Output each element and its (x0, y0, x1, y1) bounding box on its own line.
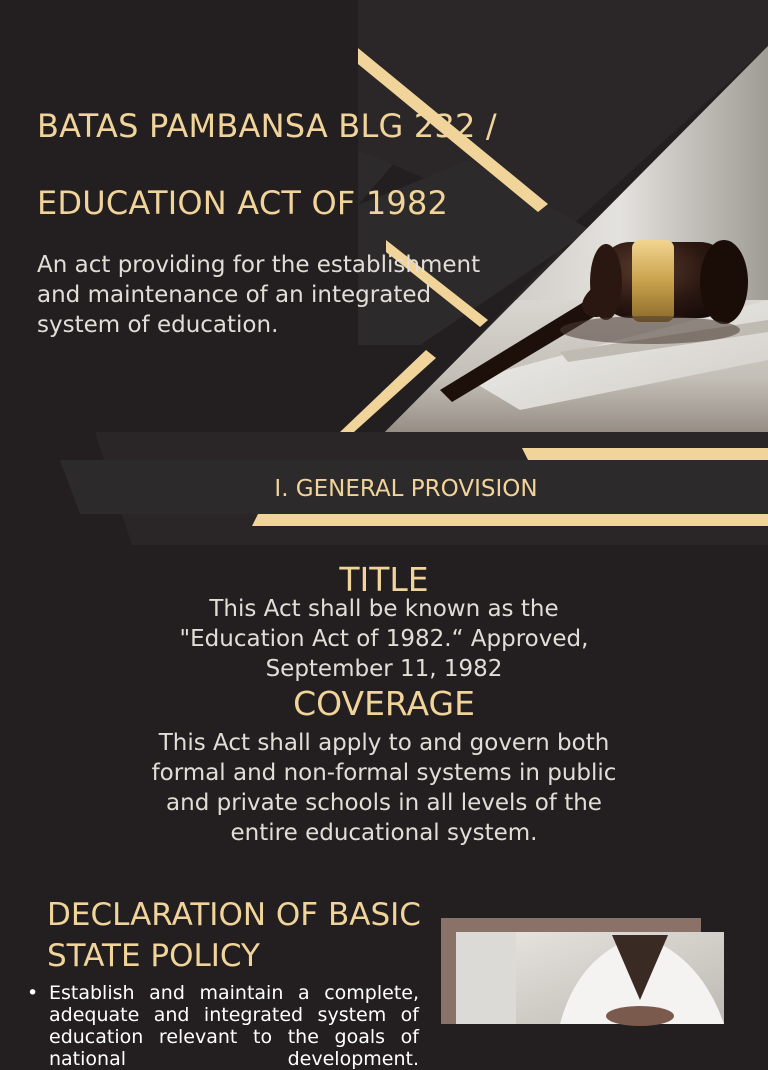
page-subtitle: An act providing for the establishment and maintenance of an integrated system of education. (37, 252, 481, 338)
bullet-text: Establish and maintain a complete, adequate and integrated system of education relevant to the goals of national development. (49, 982, 419, 1070)
declaration-bullet-list (27, 982, 419, 1070)
title-body: This Act shall be known as the "Education Act of 1982.“ Approved, September 11, 1982 (179, 596, 589, 682)
bullet-dot-icon: • (27, 982, 39, 1004)
title-heading: TITLE (339, 560, 429, 599)
coverage-heading: COVERAGE (293, 684, 475, 723)
page-title: BATAS PAMBANSA BLG 232 / EDUCATION ACT OF 1982 (37, 107, 497, 222)
person-photo (456, 932, 724, 1026)
declaration-heading: DECLARATION OF BASIC STATE POLICY (47, 897, 421, 974)
list-item (27, 982, 419, 1070)
coverage-body: This Act shall apply to and govern both formal and non-formal systems in public and private schools in all levels of the entire educational system. (151, 730, 617, 846)
coverage-body-container (150, 728, 618, 865)
section-band-label: I. GENERAL PROVISION (274, 476, 538, 502)
